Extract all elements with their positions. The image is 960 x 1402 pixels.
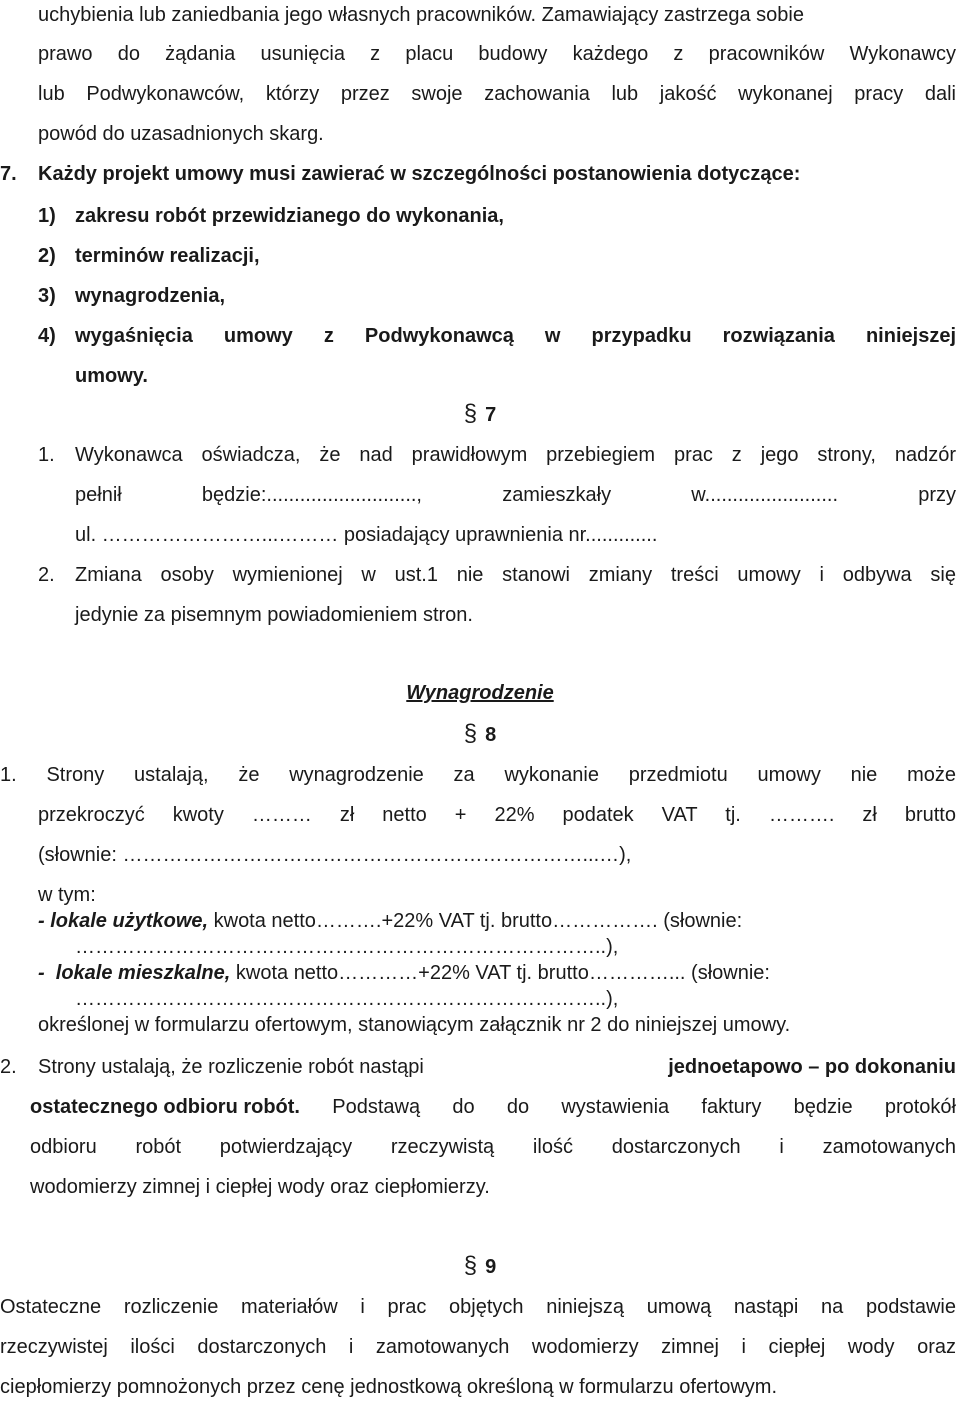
sec7-p1-line2: pełnił będzie:..........................., zamieszkały w........................ przy	[75, 484, 956, 506]
lokale-mieszkalne-rest: kwota netto…………+22% VAT tj. brutto…………... (słownie:	[230, 962, 770, 984]
sec8-p1-line6: ……………………………………………………………………..),	[75, 936, 619, 958]
item7-sub3-num: 3)	[38, 285, 56, 307]
section-number: 9	[485, 1256, 497, 1278]
item7-text: Każdy projekt umowy musi zawierać w szczególności postanowienia dotyczące:	[38, 163, 801, 185]
intro-line-2: prawo do żądania usunięcia z placu budowy każdego z pracowników Wykonawcy	[38, 43, 956, 65]
lokale-uzytkowe-rest: kwota netto……….+22% VAT tj. brutto……………. (słownie:	[208, 910, 743, 932]
sec7-p1-line1: Wykonawca oświadcza, że nad prawidłowym przebiegiem prac z jego strony, nadzór	[75, 444, 956, 466]
sec8-p2-line4: wodomierzy zimnej i ciepłej wody oraz ciepłomierzy.	[30, 1176, 490, 1198]
paragraph-mark: §	[463, 720, 478, 747]
sec8-p2-line2-text: Podstawą do do wystawienia faktury będzie protokół	[300, 1096, 956, 1118]
sec8-p2-num: 2.	[0, 1056, 17, 1078]
sec8-p2-line1-bold: jednoetapowo – po dokonaniu	[668, 1056, 956, 1078]
sec8-p1-line9: określonej w formularzu ofertowym, stanowiącym załącznik nr 2 do niniejszej umowy.	[38, 1014, 791, 1036]
item7-sub2-num: 2)	[38, 245, 56, 267]
sec9-line3: ciepłomierzy pomnożonych przez cenę jednostkową określoną w formularzu ofertowym.	[0, 1376, 778, 1398]
item7-sub4-num: 4)	[38, 325, 56, 347]
section-number: 7	[485, 404, 497, 426]
section-heading-wynagrodzenie: Wynagrodzenie	[406, 682, 554, 704]
intro-text-1: uchybienia lub zaniedbania jego własnych pracowników. Zamawiający zastrzega sobie	[38, 4, 804, 26]
sec8-p1-line7	[38, 961, 956, 985]
sec7-p1-line3: ul. ……………………...……… posiadający uprawnienia nr.............	[75, 524, 658, 546]
sec8-p1-line8: ……………………………………………………………………..),	[75, 988, 619, 1010]
sec8-p2-line2-bold: ostatecznego odbioru robót.	[30, 1096, 300, 1118]
sec9-line2: rzeczywistej ilości dostarczonych i zamotowanych wodomierzy zimnej i ciepłej wody oraz	[0, 1336, 956, 1358]
sec9-line1: Ostateczne rozliczenie materiałów i prac objętych niniejszą umową nastąpi na podstawie	[0, 1296, 956, 1318]
intro-line-3: lub Podwykonawców, którzy przez swoje zachowania lub jakość wykonanej pracy dali	[38, 83, 956, 105]
intro-line-4: powód do uzasadnionych skarg.	[38, 123, 324, 145]
paragraph-mark: §	[463, 400, 478, 427]
sec8-p1-line2: przekroczyć kwoty ……… zł netto + 22% podatek VAT tj. ………. zł brutto	[38, 804, 956, 826]
sec8-p1-line5	[38, 909, 956, 933]
sec8-p1-line4: w tym:	[38, 884, 96, 906]
sec7-p2-num: 2.	[38, 564, 55, 586]
item7-sub4-cont: umowy.	[75, 365, 148, 387]
sec7-p1-num: 1.	[38, 444, 55, 466]
sec7-p2-line1: Zmiana osoby wymienionej w ust.1 nie stanowi zmiany treści umowy i odbywa się	[75, 564, 956, 586]
section-7-heading	[0, 402, 960, 427]
section-9-heading	[0, 1254, 960, 1279]
sec8-p2-line1	[38, 1055, 956, 1079]
section-8-heading	[0, 722, 960, 747]
lokale-uzytkowe-label: - lokale użytkowe,	[38, 910, 209, 932]
item7-number: 7.	[0, 163, 17, 185]
sec7-p2-line2: jedynie za pisemnym powiadomieniem stron.	[75, 604, 473, 626]
sec8-p1-line3: (słownie: ……………………………………………………………...…),	[38, 844, 632, 866]
item7-sub1-num: 1)	[38, 205, 56, 227]
item7-sub2-text: terminów realizacji,	[75, 245, 260, 267]
item7-sub1-text: zakresu robót przewidzianego do wykonania,	[75, 205, 504, 227]
intro-line-1	[38, 3, 956, 27]
section-number: 8	[485, 724, 497, 746]
sec8-p1-line1: 1. Strony ustalają, że wynagrodzenie za wykonanie przedmiotu umowy nie może	[0, 764, 956, 786]
lokale-mieszkalne-label: - lokale mieszkalne,	[38, 962, 231, 984]
sec8-p2-line3: odbioru robót potwierdzający rzeczywistą ilość dostarczonych i zamotowanych	[30, 1136, 956, 1158]
sec8-p2-line2	[30, 1095, 956, 1119]
sec8-p2-line1-text: Strony ustalają, że rozliczenie robót nastąpi	[38, 1056, 424, 1078]
item7-sub4-text: wygaśnięcia umowy z Podwykonawcą w przypadku rozwiązania niniejszej	[75, 325, 956, 347]
item7-sub3-text: wynagrodzenia,	[75, 285, 226, 307]
paragraph-mark: §	[463, 1252, 478, 1279]
